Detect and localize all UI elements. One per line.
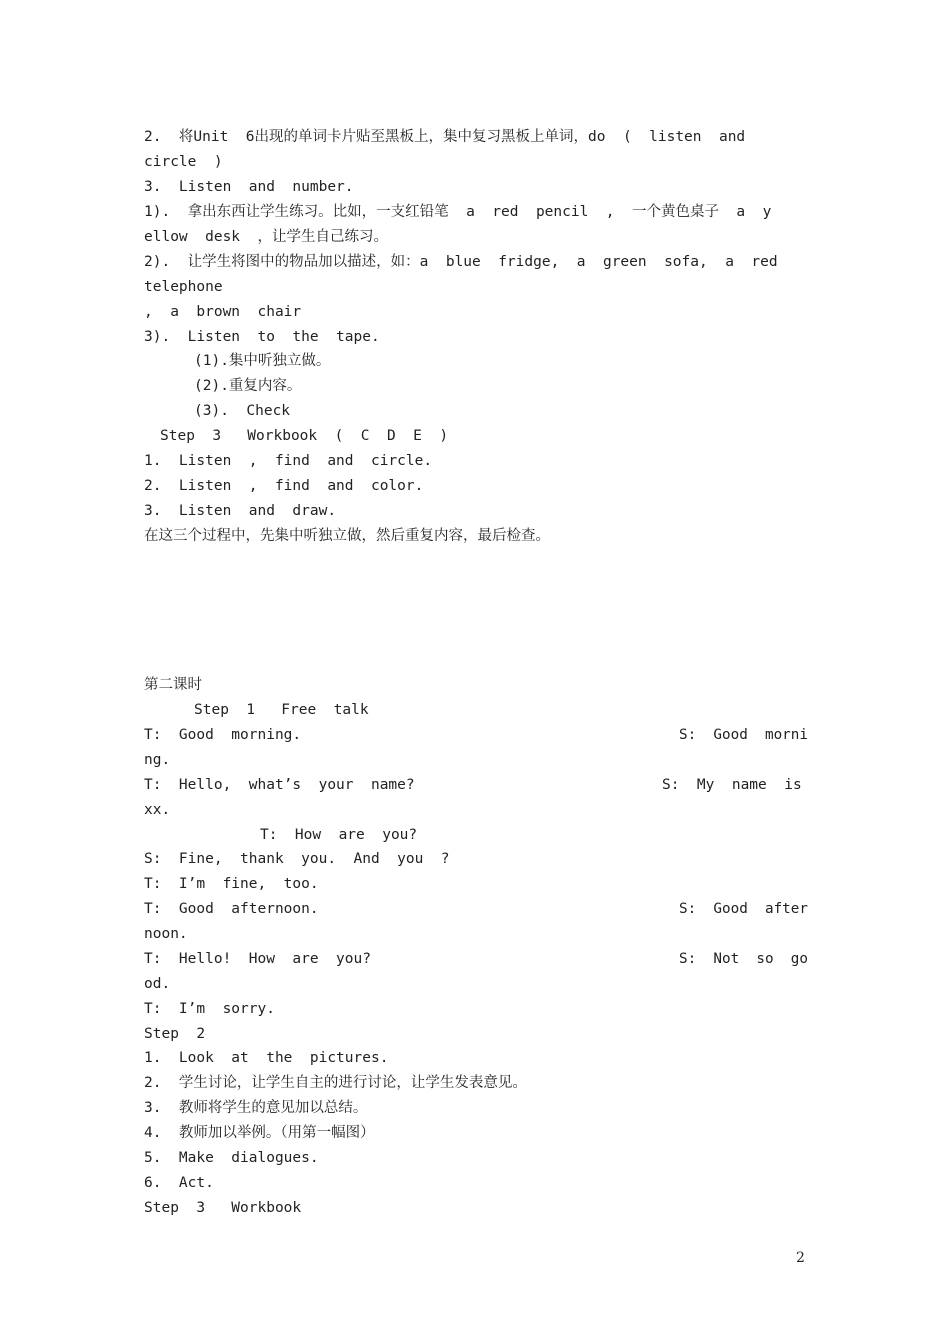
text-line: circle ) <box>144 154 223 170</box>
text-line: 5. Make dialogues. <box>144 1150 319 1166</box>
text-line: Step 1 Free talk <box>194 702 369 718</box>
text-line: od. <box>144 976 171 992</box>
text-line: Step 2 <box>144 1026 206 1042</box>
dialogue-line: T: How are you? <box>260 827 418 843</box>
text-line: telephone <box>144 279 223 295</box>
text-line: Step 3 Workbook ( C D E ) <box>160 428 449 444</box>
text-line: Step 3 Workbook <box>144 1200 302 1216</box>
text-line: xx. <box>144 802 171 818</box>
dialogue-line: T: Hello! How are you? S: Not so go <box>144 951 808 967</box>
text-line: 2. Listen , find and color. <box>144 478 424 494</box>
text-line: 2. 将Unit 6出现的单词卡片贴至黑板上，集中复习黑板上单词，do ( listen and <box>144 129 746 145</box>
text-line: ng. <box>144 752 171 768</box>
dialogue-line: T: Good afternoon. S: Good after <box>144 901 808 917</box>
text-line: noon. <box>144 926 188 942</box>
section-heading: 第二课时 <box>144 677 202 693</box>
text-line: 3. Listen and draw. <box>144 503 337 519</box>
dialogue-line: T: I’m fine, too. <box>144 876 319 892</box>
text-line: , a brown chair <box>144 304 302 320</box>
text-line: 1). 拿出东西让学生练习。比如，一支红铅笔 a red pencil , 一个黄色桌子 a y <box>144 204 772 220</box>
text-line: 3. 教师将学生的意见加以总结。 <box>144 1100 368 1116</box>
dialogue-line: T: Good morning. S: Good morni <box>144 727 808 743</box>
text-line: 2. 学生讨论，让学生自主的进行讨论，让学生发表意见。 <box>144 1075 527 1091</box>
text-line: 1. Listen , find and circle. <box>144 453 433 469</box>
text-line: 6. Act. <box>144 1175 214 1191</box>
text-line: ellow desk ，让学生自己练习。 <box>144 229 388 245</box>
page-number: 2 <box>796 1250 805 1266</box>
text-line: (1).集中听独立做。 <box>194 353 331 369</box>
text-line: 4. 教师加以举例。（用第一幅图） <box>144 1125 375 1141</box>
text-line: 3). Listen to the tape. <box>144 329 380 345</box>
dialogue-line: T: I’m sorry. <box>144 1001 275 1017</box>
text-line: 3. Listen and number. <box>144 179 354 195</box>
text-line: (2).重复内容。 <box>194 378 302 394</box>
dialogue-line: T: Hello, what’s your name? S: My name is <box>144 777 802 793</box>
text-line: 在这三个过程中，先集中听独立做，然后重复内容，最后检查。 <box>144 528 550 544</box>
text-line: (3). Check <box>194 403 291 419</box>
text-line: 2). 让学生将图中的物品加以描述，如：a blue fridge, a green sofa, a red <box>144 254 778 270</box>
dialogue-line: S: Fine, thank you. And you ? <box>144 851 450 867</box>
text-line: 1. Look at the pictures. <box>144 1050 389 1066</box>
